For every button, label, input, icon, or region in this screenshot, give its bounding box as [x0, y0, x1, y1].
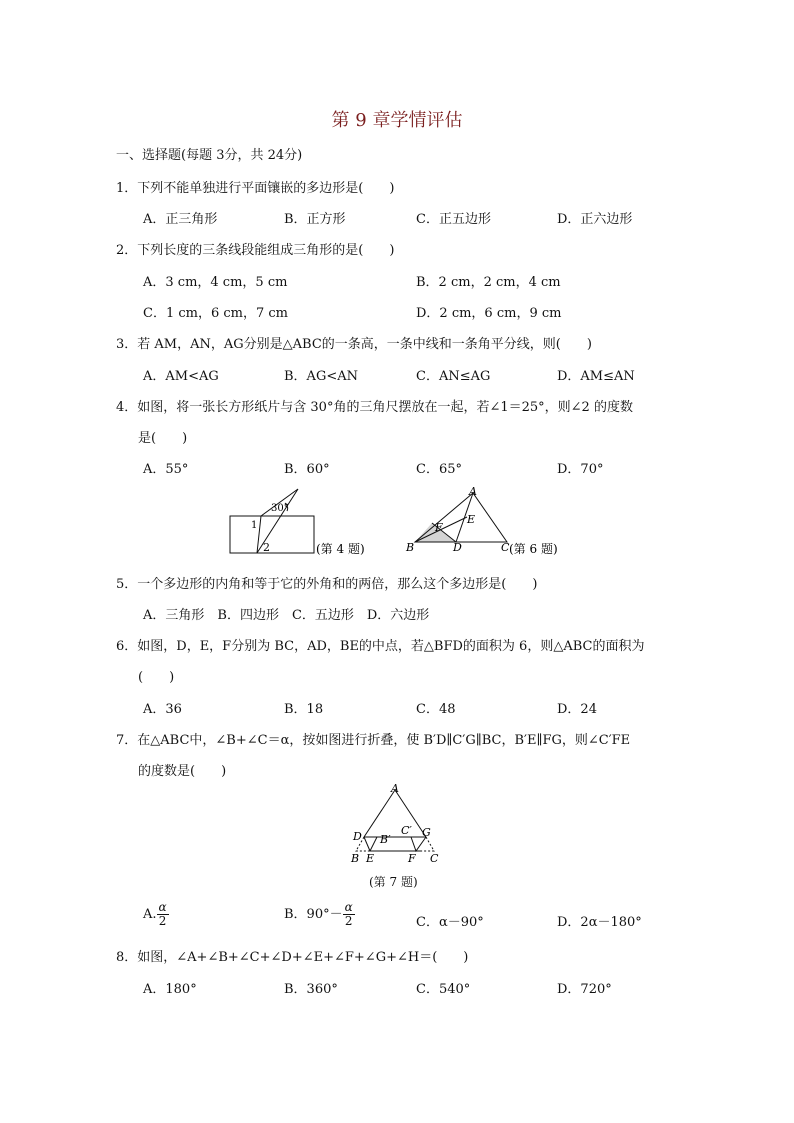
q7-option-d[interactable]: D．2α－180°: [557, 915, 642, 930]
q7-label-a: A: [391, 782, 399, 795]
question-8-stem: 8．如图，∠A+∠B+∠C+∠D+∠E+∠F+∠G+∠H＝( ): [116, 950, 469, 965]
q6-option-a[interactable]: A．36: [143, 702, 182, 717]
q4-option-d[interactable]: D．70°: [557, 462, 604, 477]
question-7-stem-line2: 的度数是( ): [138, 764, 227, 779]
q6-label-d: D: [453, 541, 462, 554]
q6-figure: [415, 493, 507, 542]
q8-option-d[interactable]: D．720°: [557, 982, 612, 997]
q3-option-b[interactable]: B．AG<AN: [284, 369, 358, 384]
q6-label-b: B: [406, 541, 415, 554]
q6-option-b[interactable]: B．18: [284, 702, 324, 717]
q7-segment-eb-prime: [370, 837, 377, 851]
q7-option-b-prefix: B．90°－: [284, 907, 343, 923]
q4-label-1: 1: [251, 520, 258, 531]
fraction-numerator: α: [158, 900, 167, 914]
question-5-stem: 5．一个多边形的内角和等于它的外角和的两倍，那么这个多边形是( ): [116, 577, 538, 592]
q6-caption: (第 6 题): [509, 542, 558, 556]
q3-option-d[interactable]: D．AM≤AN: [557, 369, 635, 384]
question-1-stem: 1．下列不能单独进行平面镶嵌的多边形是( ): [116, 181, 395, 196]
q7-label-e: E: [366, 852, 375, 865]
q4-option-c[interactable]: C．65°: [416, 462, 462, 477]
q7-dashed-corner-c: [422, 837, 434, 851]
figures-q4-q6: [225, 485, 575, 560]
fraction-denominator: 2: [158, 914, 167, 929]
q8-option-b[interactable]: B．360°: [284, 982, 338, 997]
q4-figure: [230, 489, 314, 553]
q7-label-c: C: [430, 852, 439, 865]
q4-option-a[interactable]: A．55°: [143, 462, 189, 477]
question-4-stem-line1: 4．如图，将一张长方形纸片与含 30°角的三角尺摆放在一起，若∠1＝25°，则∠2 的度数: [116, 400, 633, 415]
page-title: 第 9 章学情评估: [331, 110, 463, 131]
q7-option-a[interactable]: [143, 901, 169, 928]
question-3-stem: 3．若 AM，AN，AG分别是△ABC的一条高，一条中线和一条角平分线，则( ): [116, 337, 592, 352]
q2-option-a[interactable]: A．3 cm，4 cm，5 cm: [143, 275, 288, 290]
q7-segment-de: [364, 837, 370, 851]
q1-option-b[interactable]: B．正方形: [284, 212, 346, 227]
q3-option-a[interactable]: A．AM<AG: [143, 369, 219, 384]
q4-angle-label: 30°: [271, 503, 289, 514]
q1-option-c[interactable]: C．正五边形: [416, 212, 491, 227]
q1-option-d[interactable]: D．正六边形: [557, 212, 633, 227]
q7-segment-fg: [411, 837, 426, 851]
q6-label-c: C: [501, 541, 510, 554]
q7-label-f: F: [408, 852, 416, 865]
q6-label-f: F: [435, 521, 443, 534]
alpha-over-two-fraction: [343, 901, 355, 928]
q6-label-e: E: [467, 513, 476, 526]
q4-rectangle: [230, 516, 314, 553]
q4-label-2: 2: [263, 541, 270, 554]
q7-label-c-prime: C′: [401, 824, 412, 837]
section-heading: 一、选择题(每题 3分，共 24分): [116, 148, 303, 163]
q7-option-b[interactable]: [284, 901, 355, 928]
fraction-numerator: α: [344, 900, 353, 914]
q2-option-b[interactable]: B．2 cm，2 cm，4 cm: [416, 275, 561, 290]
q7-option-c[interactable]: C．α－90°: [416, 915, 484, 930]
question-6-stem-line2: ( ): [138, 670, 175, 685]
q7-label-b: B: [351, 852, 360, 865]
q7-caption: (第 7 题): [369, 875, 418, 889]
q7-triangle-sides: [364, 790, 426, 837]
q4-option-b[interactable]: B．60°: [284, 462, 330, 477]
alpha-over-two-fraction: [157, 901, 169, 928]
question-4-stem-line2: 是( ): [138, 431, 188, 446]
q7-figure: [340, 780, 450, 870]
q5-options[interactable]: A．三角形 B．四边形 C．五边形 D．六边形: [143, 608, 430, 623]
q1-option-a[interactable]: A．正三角形: [143, 212, 218, 227]
question-2-stem: 2．下列长度的三条线段能组成三角形的是( ): [116, 243, 395, 258]
q8-option-c[interactable]: C．540°: [416, 982, 471, 997]
q8-option-a[interactable]: A．180°: [143, 982, 197, 997]
q2-option-d[interactable]: D．2 cm，6 cm，9 cm: [416, 306, 562, 321]
q3-option-c[interactable]: C．AN≤AG: [416, 369, 491, 384]
q7-option-a-prefix: A.: [143, 907, 157, 923]
question-6-stem-line1: 6．如图，D，E，F分别为 BC，AD，BE的中点，若△BFD的面积为 6，则△ABC的面积为: [116, 639, 645, 654]
question-7-stem-line1: 7．在△ABC中，∠B+∠C＝α，按如图进行折叠，使 B′D∥C′G∥BC，B′E∥FG，则∠C′FE: [116, 733, 631, 748]
q2-option-c[interactable]: C．1 cm，6 cm，7 cm: [143, 306, 288, 321]
q6-label-a: A: [469, 485, 477, 498]
fraction-denominator: 2: [344, 914, 353, 929]
q7-label-g: G: [422, 826, 431, 839]
q7-label-d: D: [353, 830, 362, 843]
q4-caption: (第 4 题): [316, 542, 365, 556]
q7-label-b-prime: B′: [380, 833, 391, 846]
q6-option-c[interactable]: C．48: [416, 702, 456, 717]
q6-option-d[interactable]: D．24: [557, 702, 597, 717]
